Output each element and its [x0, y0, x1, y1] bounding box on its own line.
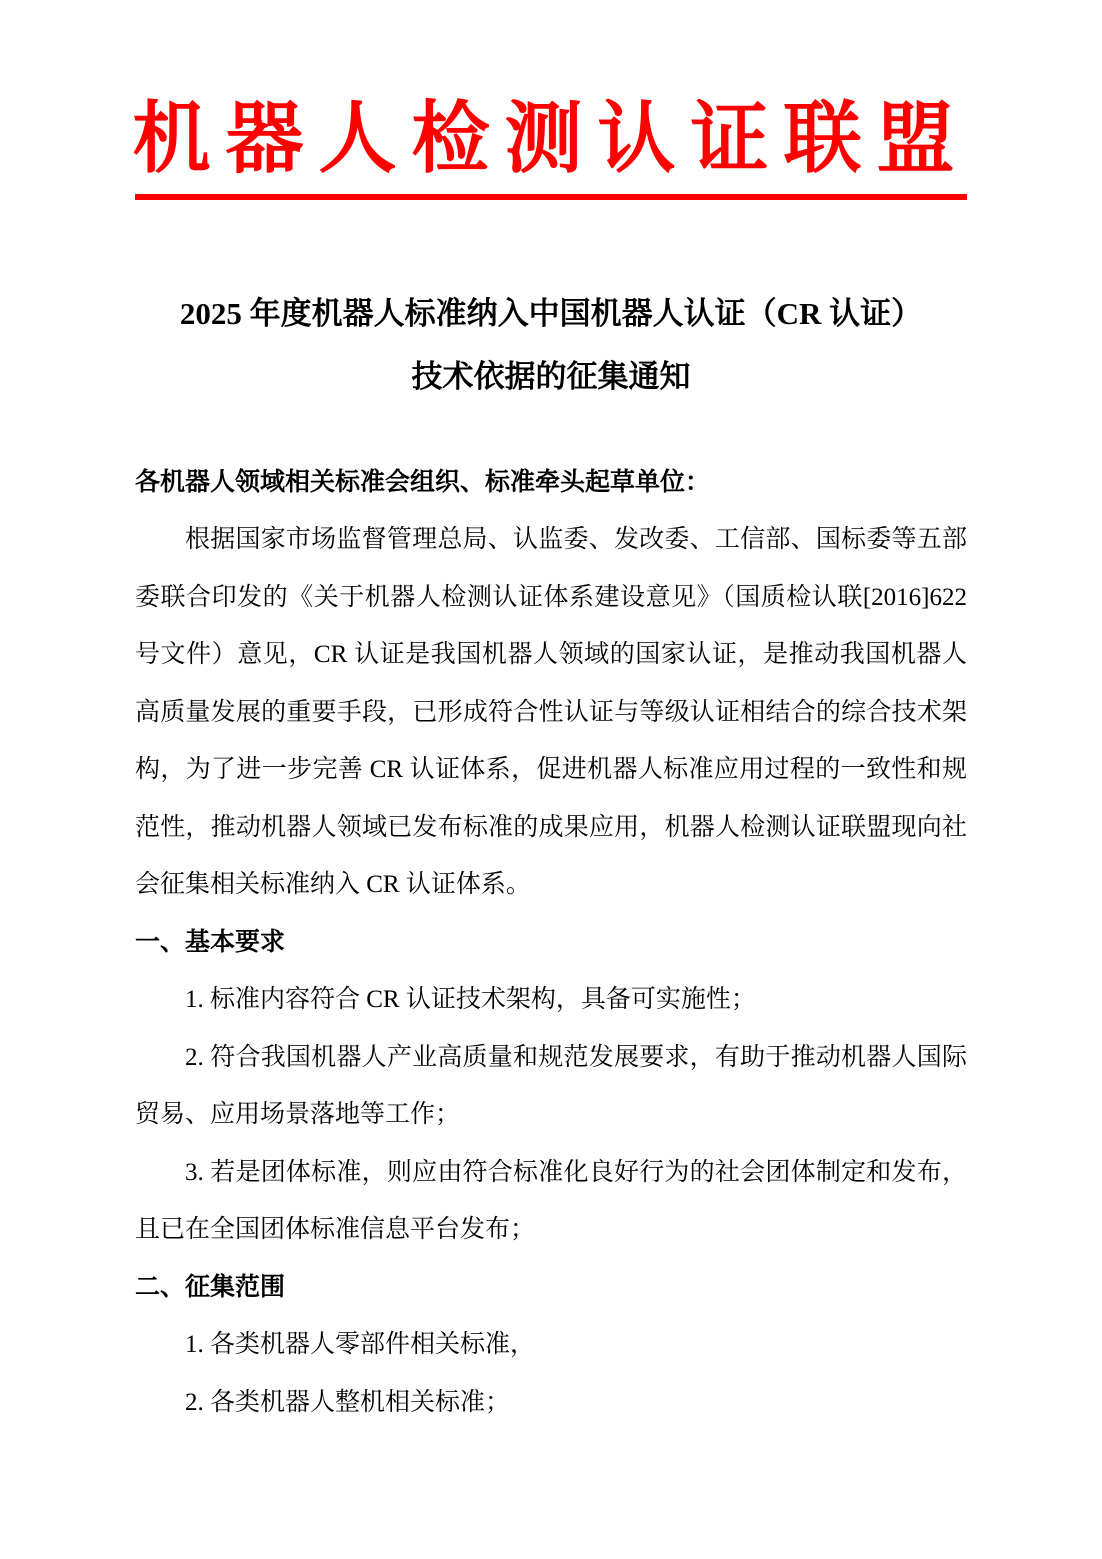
intro-paragraph: 根据国家市场监督管理总局、认监委、发改委、工信部、国标委等五部委联合印发的《关于机器人检测认证体系建设意见》（国质检认联[2016]622 号文件）意见，CR 认证是我国机器人领域的国家认证，是推动我国机器人高质量发展的重要手段，已形成符合性认证与等级认证相结合的综合技术架构，为了进一步完善 CR 认证体系，促进机器人标准应用过程的一致性和规范性，推动机器人领域已发布标准的成果应用，机器人检测认证联盟现向社会征集相关标准纳入 CR 认证体系。 [135, 526, 967, 899]
salutation-line: 各机器人领域相关标准会组织、标准牵头起草单位： [135, 468, 711, 496]
section-2-item-1: 1. 各类机器人零部件相关标准， [185, 1331, 536, 1359]
document-title [135, 282, 967, 408]
section-2-heading: 二、征集范围 [135, 1273, 286, 1301]
document-title-line-2: 技术依据的征集通知 [411, 358, 691, 394]
section-2-item-2: 2. 各类机器人整机相关标准； [185, 1388, 511, 1416]
section-1-item-2: 2. 符合我国机器人产业高质量和规范发展要求，有助于推动机器人国际贸易、应用场景落地等工作； [135, 1043, 967, 1129]
banner-divider-rule [135, 194, 967, 200]
org-banner-title: 机器人检测认证联盟 [132, 94, 970, 182]
section-1-item-3: 3. 若是团体标准，则应由符合标准化良好行为的社会团体制定和发布，且已在全国团体标准信息平台发布； [135, 1158, 967, 1244]
document-body [135, 454, 967, 1432]
document-title-line-1: 2025 年度机器人标准纳入中国机器人认证（CR 认证） [179, 295, 923, 331]
section-1-heading: 一、基本要求 [135, 928, 286, 956]
section-1-item-1: 1. 标准内容符合 CR 认证技术架构，具备可实施性； [185, 986, 756, 1014]
